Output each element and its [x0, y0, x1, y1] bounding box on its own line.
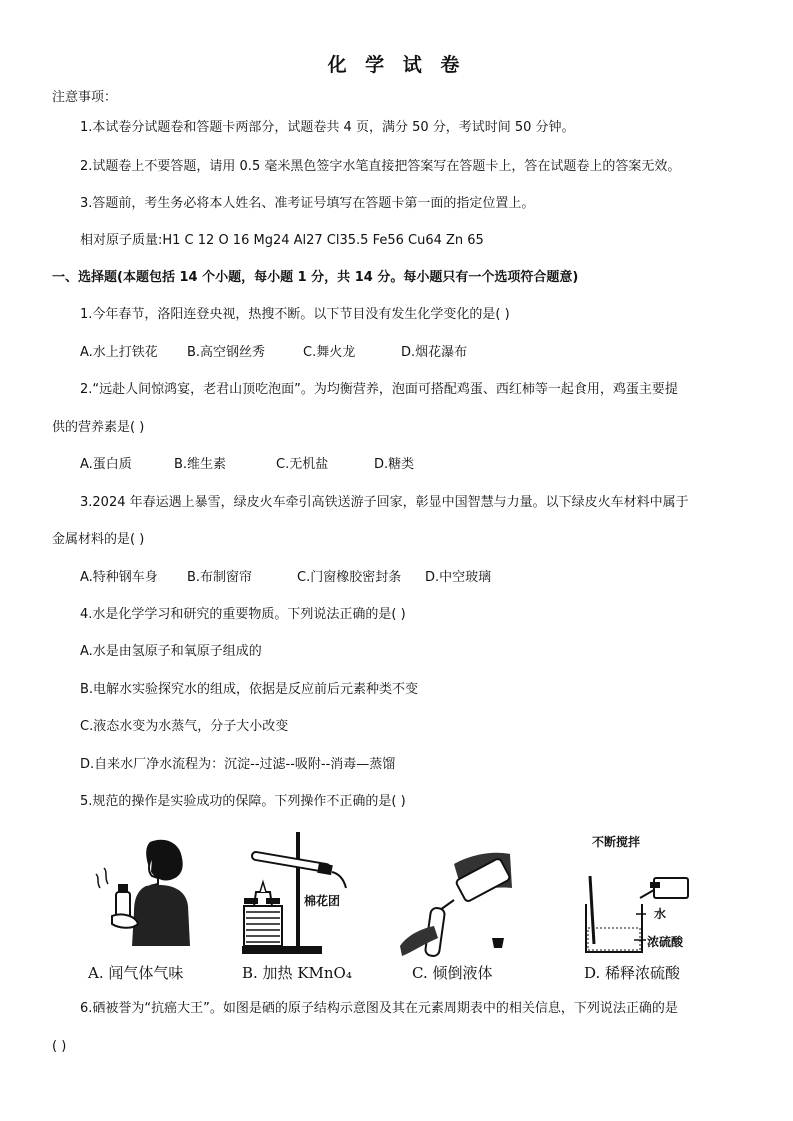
- atomic-mass: 相对原子质量:H1 C 12 O 16 Mg24 Al27 Cl35.5 Fe56 Cu64 Zn 65: [80, 233, 484, 248]
- question-3-stem-cont: 金属材料的是( ): [52, 532, 145, 547]
- figure-d-label-water: 水: [654, 907, 667, 921]
- notice-3: 3.答题前，考生务必将本人姓名、准考证号填写在答题卡第一面的指定位置上。: [80, 196, 535, 211]
- figure-b-caption: B. 加热 KMnO₄: [242, 964, 352, 982]
- question-2-options: [80, 456, 780, 474]
- figure-b-label-cotton: 棉花团: [304, 894, 341, 908]
- figure-d-caption: D. 稀释浓硫酸: [584, 964, 681, 982]
- question-2-stem-cont: 供的营养素是( ): [52, 420, 145, 435]
- page-title: 化 学 试 卷: [327, 54, 466, 76]
- option-d: D.烟花瀑布: [401, 345, 468, 360]
- option-c: C.无机盐: [276, 457, 329, 472]
- option-b: B.高空钢丝秀: [187, 345, 266, 360]
- figure-d-label-acid: 浓硫酸: [647, 935, 684, 949]
- question-4-option-d: D.自来水厂净水流程为：沉淀--过滤--吸附--消毒—蒸馏: [80, 757, 396, 772]
- option-a: A.特种钢车身: [80, 570, 158, 585]
- question-3-stem: 3.2024 年春运遇上暴雪，绿皮火车牵引高铁送游子回家，彰显中国智慧与力量。以下绿皮火车材料中属于: [80, 495, 689, 510]
- option-a: A.水上打铁花: [80, 345, 158, 360]
- figure-b-heating-apparatus: [236, 828, 366, 958]
- option-d: D.中空玻璃: [425, 570, 492, 585]
- figure-a-smelling-gas: [92, 828, 202, 958]
- figure-a-caption: A. 闻气体气味: [88, 964, 184, 982]
- section-heading: 一、选择题(本题包括 14 个小题，每小题 1 分，共 14 分。每小题只有一个选项符合题意): [52, 270, 579, 285]
- option-a: A.蛋白质: [80, 457, 132, 472]
- question-1-options: [80, 344, 780, 362]
- figure-c-caption: C. 倾倒液体: [412, 964, 493, 982]
- question-2-stem: 2.“远赴人间惊鸿宴，老君山顶吃泡面”。为均衡营养，泡面可搭配鸡蛋、西红柿等一起食用，鸡蛋主要提: [80, 382, 678, 397]
- option-c: C.门窗橡胶密封条: [297, 570, 402, 585]
- figure-d-label-stir: 不断搅拌: [592, 835, 641, 849]
- option-b: B.布制窗帘: [187, 570, 253, 585]
- question-1-stem: 1.今年春节，洛阳连登央视，热搜不断。以下节目没有发生化学变化的是( ): [80, 307, 510, 322]
- option-b: B.维生素: [174, 457, 227, 472]
- question-4-option-a: A.水是由氢原子和氧原子组成的: [80, 644, 262, 659]
- option-c: C.舞火龙: [303, 345, 356, 360]
- question-4-option-b: B.电解水实验探究水的组成，依据是反应前后元素种类不变: [80, 682, 419, 697]
- notice-1: 1.本试卷分试题卷和答题卡两部分，试题卷共 4 页，满分 50 分，考试时间 50 分钟。: [80, 120, 575, 135]
- notice-2: 2.试题卷上不要答题，请用 0.5 毫米黑色签字水笔直接把答案写在答题卡上，答在试题卷上的答案无效。: [80, 159, 681, 174]
- notice-heading: 注意事项：: [52, 90, 118, 105]
- question-5-stem: 5.规范的操作是实验成功的保障。下列操作不正确的是( ): [80, 794, 406, 809]
- question-4-stem: 4.水是化学学习和研究的重要物质。下列说法正确的是( ): [80, 607, 406, 622]
- figure-c-pouring-liquid: [394, 828, 524, 958]
- option-d: D.糖类: [374, 457, 415, 472]
- question-6-stem-cont: ( ): [52, 1039, 67, 1054]
- question-3-options: [80, 569, 780, 587]
- question-4-option-c: C.液态水变为水蒸气，分子大小改变: [80, 719, 289, 734]
- question-6-stem: 6.硒被誉为“抗癌大王”。如图是硒的原子结构示意图及其在元素周期表中的相关信息，下列说法正确的是: [80, 1001, 678, 1016]
